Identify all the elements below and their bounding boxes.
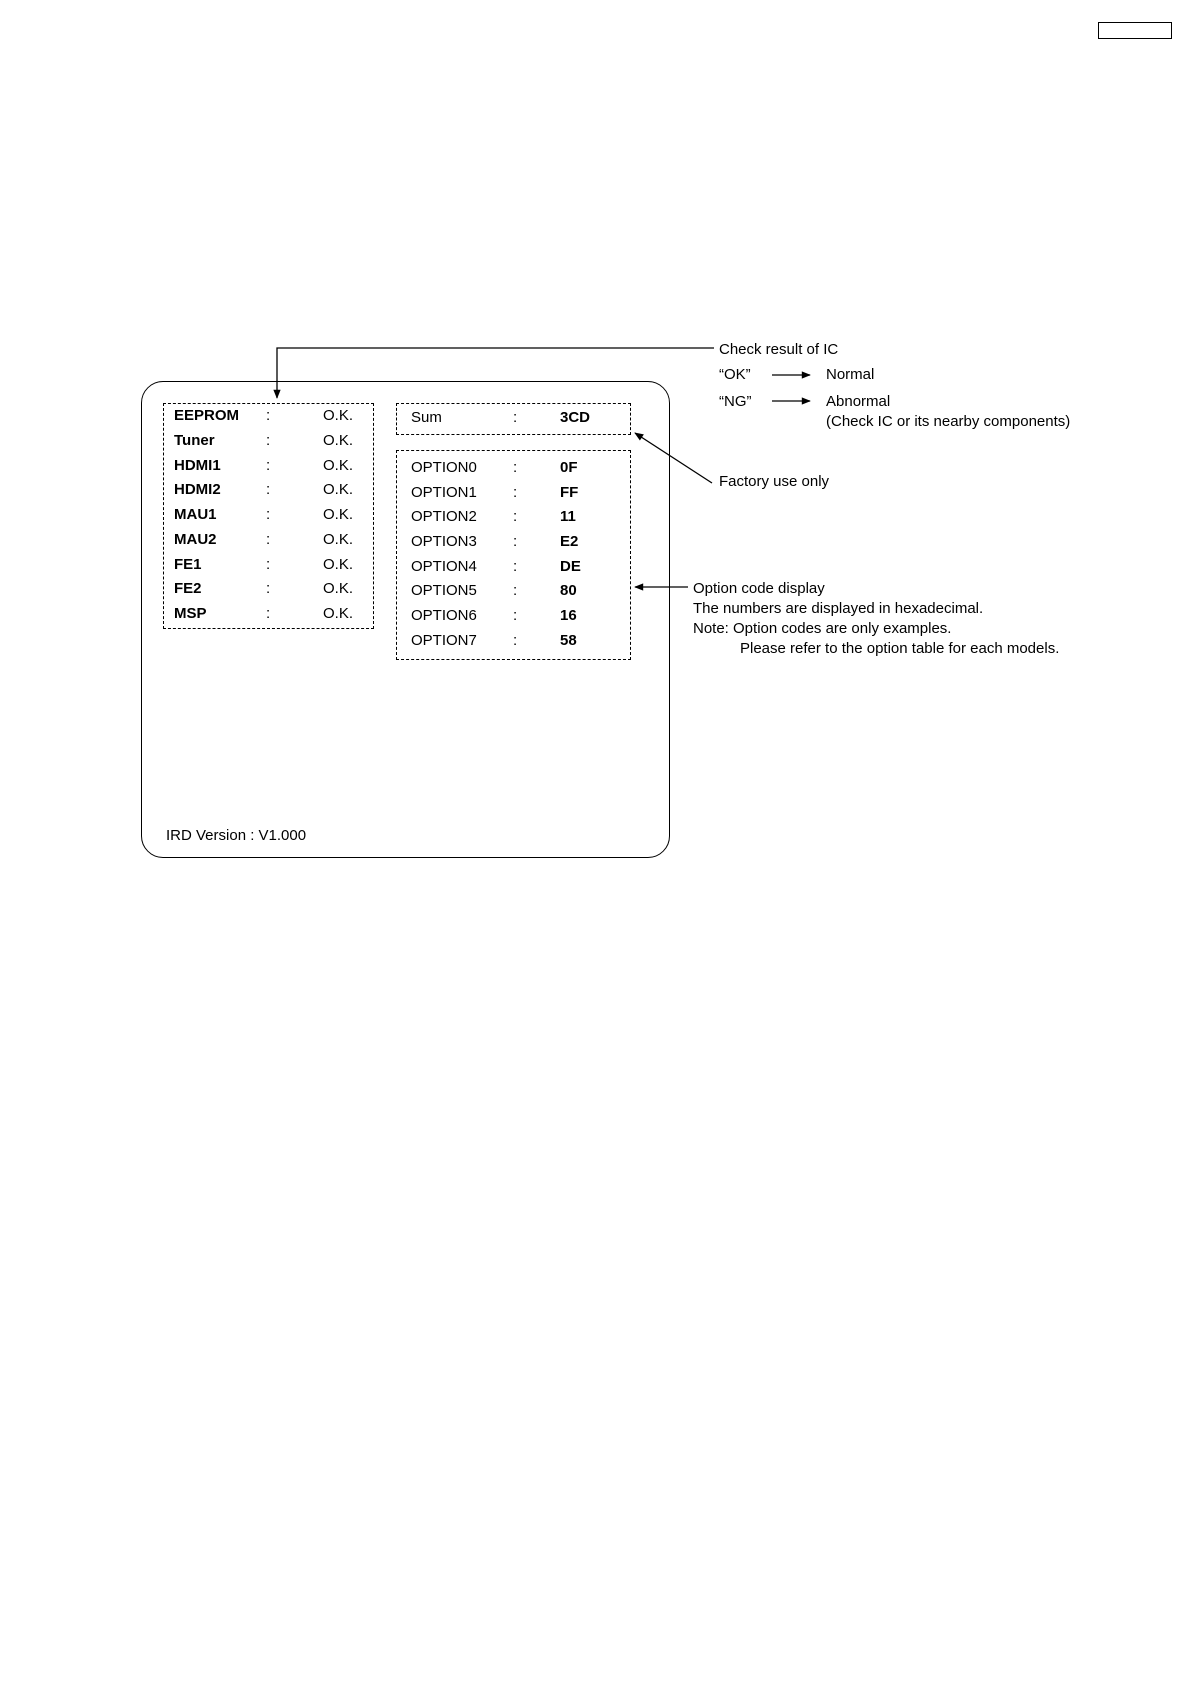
ic-colon: : [266, 580, 271, 597]
option-value: 0F [560, 459, 578, 476]
factory-use-note: Factory use only [719, 473, 830, 490]
ic-colon: : [266, 506, 271, 523]
option-colon: : [513, 508, 518, 525]
option-name: OPTION6 [411, 607, 477, 624]
ic-status: O.K. [323, 407, 354, 424]
ic-colon: : [266, 556, 271, 573]
check-result-title: Check result of IC [719, 341, 839, 358]
option-colon: : [513, 484, 518, 501]
ic-status: O.K. [323, 457, 354, 474]
ic-name: MAU1 [174, 506, 217, 523]
option-colon: : [513, 558, 518, 575]
ic-status: O.K. [323, 580, 354, 597]
sum-colon: : [513, 409, 518, 426]
ic-status: O.K. [323, 556, 354, 573]
ic-name: FE1 [174, 556, 202, 573]
option-colon: : [513, 459, 518, 476]
option-code-line3: Please refer to the option table for each models. [740, 640, 1060, 657]
ic-name: HDMI2 [174, 481, 221, 498]
ic-name: MAU2 [174, 531, 217, 548]
option-name: OPTION1 [411, 484, 477, 501]
ic-status: O.K. [323, 481, 354, 498]
ic-status: O.K. [323, 531, 354, 548]
option-value: 11 [560, 508, 576, 525]
ic-colon: : [266, 605, 271, 622]
option-value: DE [560, 558, 581, 575]
option-value: 16 [560, 607, 577, 624]
ng-meaning: Abnormal [826, 393, 891, 410]
ic-name: FE2 [174, 580, 202, 597]
option-name: OPTION0 [411, 459, 477, 476]
sum-value: 3CD [560, 409, 591, 426]
ic-colon: : [266, 407, 271, 424]
ic-colon: : [266, 432, 271, 449]
option-name: OPTION2 [411, 508, 477, 525]
ok-label: “OK” [719, 366, 751, 383]
ok-meaning: Normal [826, 366, 875, 383]
ic-name: HDMI1 [174, 457, 221, 474]
option-colon: : [513, 533, 518, 550]
option-colon: : [513, 632, 518, 649]
option-name: OPTION4 [411, 558, 477, 575]
option-colon: : [513, 607, 518, 624]
option-value: E2 [560, 533, 579, 550]
ic-status: O.K. [323, 605, 354, 622]
option-code-title: Option code display [693, 580, 825, 597]
ic-name: Tuner [174, 432, 215, 449]
ic-colon: : [266, 481, 271, 498]
ic-name: EEPROM [174, 407, 240, 424]
ic-status: O.K. [323, 506, 354, 523]
option-name: OPTION7 [411, 632, 477, 649]
sum-name: Sum [411, 409, 442, 426]
option-code-line1: The numbers are displayed in hexadecimal. [693, 600, 984, 617]
option-value: FF [560, 484, 579, 501]
ird-version: IRD Version : V1.000 [166, 827, 307, 844]
ng-detail: (Check IC or its nearby components) [826, 413, 1071, 430]
option-value: 58 [560, 632, 577, 649]
option-box [396, 450, 631, 660]
option-name: OPTION3 [411, 533, 477, 550]
ic-colon: : [266, 457, 271, 474]
option-colon: : [513, 582, 518, 599]
ic-colon: : [266, 531, 271, 548]
option-value: 80 [560, 582, 577, 599]
ic-name: MSP [174, 605, 207, 622]
ng-label: “NG” [719, 393, 752, 410]
option-name: OPTION5 [411, 582, 477, 599]
ic-status: O.K. [323, 432, 354, 449]
option-code-line2: Note: Option codes are only examples. [693, 620, 952, 637]
